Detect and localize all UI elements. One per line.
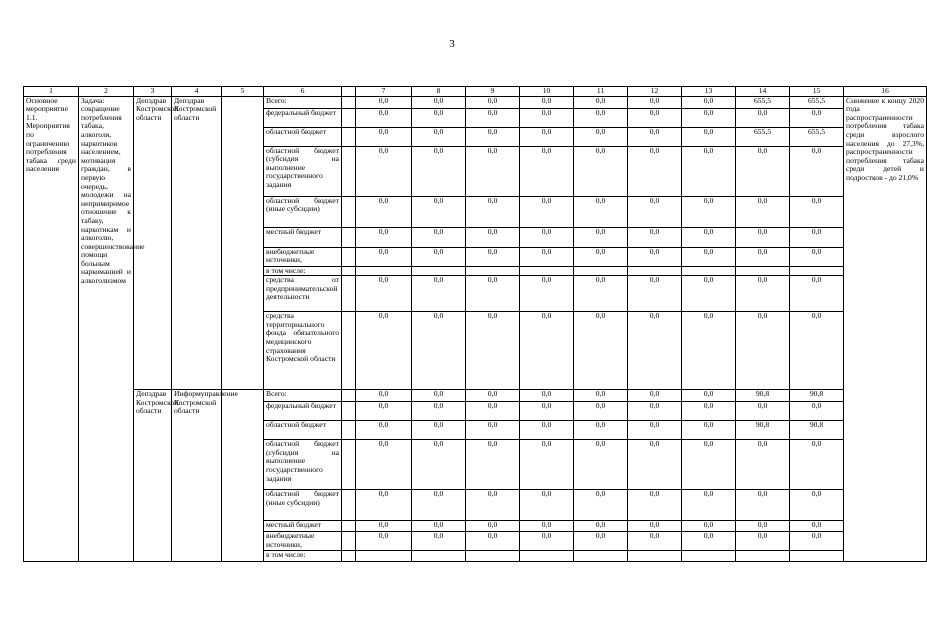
value-cell: 0,0 [682, 227, 736, 247]
value-cell: 0,0 [736, 227, 790, 247]
value-cell: 0,0 [356, 276, 412, 312]
value-cell: 0,0 [682, 532, 736, 551]
value-cell: 0,0 [628, 312, 682, 390]
funding-source-cell: областной бюджет (иные субсидии) [264, 490, 342, 521]
value-cell: 0,0 [574, 127, 628, 146]
value-cell [412, 551, 466, 562]
funding-source-cell: областной бюджет (субсидия на выполнение государственного задания [264, 440, 342, 490]
value-cell: 0,0 [682, 96, 736, 108]
value-cell: 0,0 [466, 108, 520, 127]
value-cell: 0,0 [466, 96, 520, 108]
value-cell: 0,0 [790, 402, 844, 421]
value-cell: 0,0 [412, 96, 466, 108]
funding-source-cell: местный бюджет [264, 227, 342, 247]
column-number: 2 [79, 87, 134, 97]
value-cell: 0,0 [682, 490, 736, 521]
value-cell: 655,5 [736, 96, 790, 108]
value-cell: 0,0 [356, 521, 412, 532]
value-cell: 0,0 [520, 146, 574, 196]
value-cell: 0,0 [574, 276, 628, 312]
executor-cell: Депздрав Костромской области [134, 390, 172, 562]
column-number: 5 [222, 87, 264, 97]
value-cell: 0,0 [682, 276, 736, 312]
value-cell: 0,0 [520, 108, 574, 127]
value-cell: 0,0 [790, 247, 844, 266]
value-cell [574, 551, 628, 562]
value-cell: 0,0 [736, 490, 790, 521]
value-cell: 0,0 [520, 196, 574, 227]
value-cell: 0,0 [574, 421, 628, 440]
value-cell: 0,0 [682, 390, 736, 402]
value-cell: 0,0 [628, 440, 682, 490]
value-cell: 0,0 [356, 421, 412, 440]
value-cell: 0,0 [790, 312, 844, 390]
value-cell: 0,0 [412, 227, 466, 247]
blank-cell [342, 196, 356, 227]
value-cell: 0,0 [628, 146, 682, 196]
value-cell: 0,0 [736, 532, 790, 551]
funding-source-cell: областной бюджет [264, 421, 342, 440]
column-number: 8 [412, 87, 466, 97]
value-cell: 0,0 [574, 196, 628, 227]
blank-cell [342, 532, 356, 551]
value-cell: 0,0 [628, 96, 682, 108]
value-cell: 0,0 [736, 402, 790, 421]
table-row [24, 390, 927, 402]
value-cell: 0,0 [356, 490, 412, 521]
blank-cell [342, 146, 356, 196]
value-cell: 0,0 [736, 247, 790, 266]
value-cell: 90,8 [736, 390, 790, 402]
table-body [24, 87, 927, 562]
funding-source-cell: внебюджетные источники, [264, 247, 342, 266]
value-cell: 0,0 [520, 402, 574, 421]
value-cell: 0,0 [520, 440, 574, 490]
value-cell: 0,0 [466, 490, 520, 521]
value-cell: 0,0 [682, 421, 736, 440]
value-cell: 0,0 [466, 521, 520, 532]
funding-source-cell: в том числе: [264, 266, 342, 276]
funding-source-cell: федеральный бюджет [264, 108, 342, 127]
col5-cell [222, 96, 264, 390]
column-number: 15 [790, 87, 844, 97]
value-cell: 0,0 [790, 532, 844, 551]
blank-cell [342, 390, 356, 402]
value-cell: 0,0 [520, 490, 574, 521]
column-number: 11 [574, 87, 628, 97]
value-cell: 0,0 [466, 421, 520, 440]
value-cell [736, 551, 790, 562]
column-number: 7 [356, 87, 412, 97]
funding-source-cell: Всего: [264, 390, 342, 402]
column-number: 1 [24, 87, 79, 97]
value-cell: 0,0 [356, 390, 412, 402]
column-number-row [24, 87, 927, 97]
blank-cell [342, 276, 356, 312]
value-cell: 0,0 [356, 532, 412, 551]
value-cell: 0,0 [356, 402, 412, 421]
value-cell: 0,0 [628, 390, 682, 402]
value-cell [466, 551, 520, 562]
value-cell: 0,0 [520, 390, 574, 402]
value-cell [682, 551, 736, 562]
funding-source-cell: областной бюджет (субсидия на выполнение государственного задания [264, 146, 342, 196]
budget-table [23, 86, 927, 562]
value-cell: 0,0 [356, 227, 412, 247]
column-number: 6 [264, 87, 342, 97]
value-cell: 0,0 [628, 421, 682, 440]
value-cell: 0,0 [628, 227, 682, 247]
funding-source-cell: средства от предпринимательской деятельности [264, 276, 342, 312]
value-cell: 0,0 [356, 127, 412, 146]
blank-cell [342, 266, 356, 276]
value-cell: 0,0 [412, 390, 466, 402]
value-cell: 0,0 [520, 227, 574, 247]
value-cell: 655,5 [790, 127, 844, 146]
value-cell: 0,0 [574, 521, 628, 532]
value-cell: 0,0 [466, 196, 520, 227]
value-cell: 0,0 [412, 276, 466, 312]
value-cell: 0,0 [628, 196, 682, 227]
value-cell: 0,0 [574, 390, 628, 402]
value-cell: 0,0 [466, 227, 520, 247]
participant-cell: Депздрав Костромской области [172, 96, 222, 390]
value-cell: 655,5 [736, 127, 790, 146]
value-cell: 0,0 [466, 440, 520, 490]
value-cell: 0,0 [682, 440, 736, 490]
value-cell: 0,0 [356, 96, 412, 108]
value-cell: 0,0 [520, 521, 574, 532]
blank-cell [342, 127, 356, 146]
value-cell: 0,0 [736, 108, 790, 127]
value-cell: 655,5 [790, 96, 844, 108]
value-cell: 0,0 [466, 532, 520, 551]
value-cell: 90,8 [790, 390, 844, 402]
value-cell: 0,0 [790, 440, 844, 490]
value-cell: 0,0 [682, 247, 736, 266]
blank-cell [342, 490, 356, 521]
value-cell: 0,0 [412, 440, 466, 490]
value-cell [628, 551, 682, 562]
col5-cell [222, 390, 264, 562]
value-cell: 0,0 [736, 312, 790, 390]
event-name-cell: Основное мероприятие 1.1. Мероприятия по ограничению потребления табака среди населения [24, 96, 79, 562]
column-number: 4 [172, 87, 222, 97]
value-cell: 0,0 [356, 247, 412, 266]
value-cell: 0,0 [736, 276, 790, 312]
value-cell: 0,0 [520, 532, 574, 551]
value-cell: 0,0 [466, 312, 520, 390]
blank-cell [342, 421, 356, 440]
value-cell: 0,0 [466, 276, 520, 312]
value-cell: 0,0 [628, 521, 682, 532]
blank-cell [342, 96, 356, 108]
value-cell [520, 551, 574, 562]
value-cell: 0,0 [356, 146, 412, 196]
funding-source-cell: внебюджетные источники, [264, 532, 342, 551]
value-cell: 0,0 [356, 440, 412, 490]
value-cell: 0,0 [736, 521, 790, 532]
value-cell: 0,0 [628, 276, 682, 312]
value-cell: 0,0 [790, 521, 844, 532]
value-cell: 0,0 [628, 402, 682, 421]
participant-cell: Информуправление Костромской области [172, 390, 222, 562]
value-cell: 0,0 [790, 490, 844, 521]
funding-source-cell: областной бюджет [264, 127, 342, 146]
funding-source-cell: Всего: [264, 96, 342, 108]
value-cell: 0,0 [412, 196, 466, 227]
column-number: 9 [466, 87, 520, 97]
value-cell: 0,0 [412, 247, 466, 266]
funding-source-cell: средства территориального фонда обязательного медицинского страхования Костромской области [264, 312, 342, 390]
value-cell: 0,0 [736, 196, 790, 227]
value-cell: 90,8 [736, 421, 790, 440]
value-cell [790, 551, 844, 562]
value-cell: 0,0 [574, 312, 628, 390]
value-cell: 0,0 [466, 247, 520, 266]
value-cell: 0,0 [574, 440, 628, 490]
value-cell: 0,0 [628, 108, 682, 127]
value-cell: 0,0 [682, 108, 736, 127]
value-cell: 0,0 [574, 227, 628, 247]
value-cell: 0,0 [412, 532, 466, 551]
value-cell: 0,0 [466, 390, 520, 402]
value-cell: 0,0 [736, 440, 790, 490]
value-cell: 0,0 [520, 312, 574, 390]
value-cell: 0,0 [412, 402, 466, 421]
column-number: 3 [134, 87, 172, 97]
blank-cell [342, 247, 356, 266]
value-cell: 0,0 [520, 421, 574, 440]
value-cell: 0,0 [466, 402, 520, 421]
column-number: 16 [844, 87, 927, 97]
value-cell: 0,0 [412, 146, 466, 196]
table-row [24, 96, 927, 108]
value-cell [356, 551, 412, 562]
value-cell: 0,0 [574, 532, 628, 551]
value-cell: 0,0 [628, 532, 682, 551]
value-cell: 0,0 [682, 127, 736, 146]
value-cell: 0,0 [682, 146, 736, 196]
value-cell: 0,0 [412, 312, 466, 390]
value-cell: 0,0 [628, 127, 682, 146]
value-cell: 0,0 [412, 421, 466, 440]
value-cell: 0,0 [356, 108, 412, 127]
value-cell: 0,0 [628, 490, 682, 521]
blank-cell [342, 551, 356, 562]
value-cell: 0,0 [574, 108, 628, 127]
value-cell: 0,0 [412, 521, 466, 532]
value-cell: 0,0 [412, 108, 466, 127]
value-cell: 0,0 [466, 146, 520, 196]
value-cell: 0,0 [682, 402, 736, 421]
value-cell: 0,0 [356, 312, 412, 390]
column-number: 14 [736, 87, 790, 97]
value-cell: 0,0 [736, 146, 790, 196]
column-number [342, 87, 356, 97]
value-cell: 0,0 [574, 96, 628, 108]
page-number: 3 [449, 38, 455, 50]
funding-source-cell: областной бюджет (иные субсидии) [264, 196, 342, 227]
blank-cell [342, 440, 356, 490]
value-cell: 90,8 [790, 421, 844, 440]
value-cell: 0,0 [628, 247, 682, 266]
value-cell: 0,0 [790, 276, 844, 312]
column-number: 13 [682, 87, 736, 97]
value-cell: 0,0 [790, 196, 844, 227]
blank-cell [342, 521, 356, 532]
value-cell: 0,0 [574, 247, 628, 266]
task-cell: Задача: сокращение потребления табака, алкоголя, наркотиков населением, мотивация граждан, в первую очередь, молодежи на непримиримое отношение к табаку, наркотикам и алкоголю, совершенствование помощи больным наркоманией и алкоголизмом [79, 96, 134, 562]
value-cell: 0,0 [574, 490, 628, 521]
blank-cell [342, 402, 356, 421]
column-number: 10 [520, 87, 574, 97]
funding-source-cell: местный бюджет [264, 521, 342, 532]
value-cell: 0,0 [790, 146, 844, 196]
blank-cell [342, 227, 356, 247]
value-cell: 0,0 [790, 108, 844, 127]
funding-source-cell: в том числе: [264, 551, 342, 562]
blank-cell [342, 312, 356, 390]
value-cell: 0,0 [520, 96, 574, 108]
value-cell: 0,0 [466, 127, 520, 146]
value-cell: 0,0 [574, 402, 628, 421]
column-number: 12 [628, 87, 682, 97]
value-cell: 0,0 [682, 196, 736, 227]
value-cell: 0,0 [682, 521, 736, 532]
value-cell: 0,0 [412, 127, 466, 146]
value-cell: 0,0 [574, 146, 628, 196]
expected-result-cell: Снижение к концу 2020 года распространенности потребления табака среди взрослого населения до 27,3%, распространенности потребления табака среди детей и подростков - до 21,0% [844, 96, 927, 562]
funding-source-cell: федеральный бюджет [264, 402, 342, 421]
value-cell: 0,0 [790, 227, 844, 247]
blank-cell [342, 108, 356, 127]
value-cell: 0,0 [682, 312, 736, 390]
value-cell: 0,0 [412, 490, 466, 521]
value-cell: 0,0 [520, 247, 574, 266]
value-cell: 0,0 [520, 127, 574, 146]
executor-cell: Депздрав Костромской области [134, 96, 172, 390]
value-cell: 0,0 [520, 276, 574, 312]
value-cell: 0,0 [356, 196, 412, 227]
